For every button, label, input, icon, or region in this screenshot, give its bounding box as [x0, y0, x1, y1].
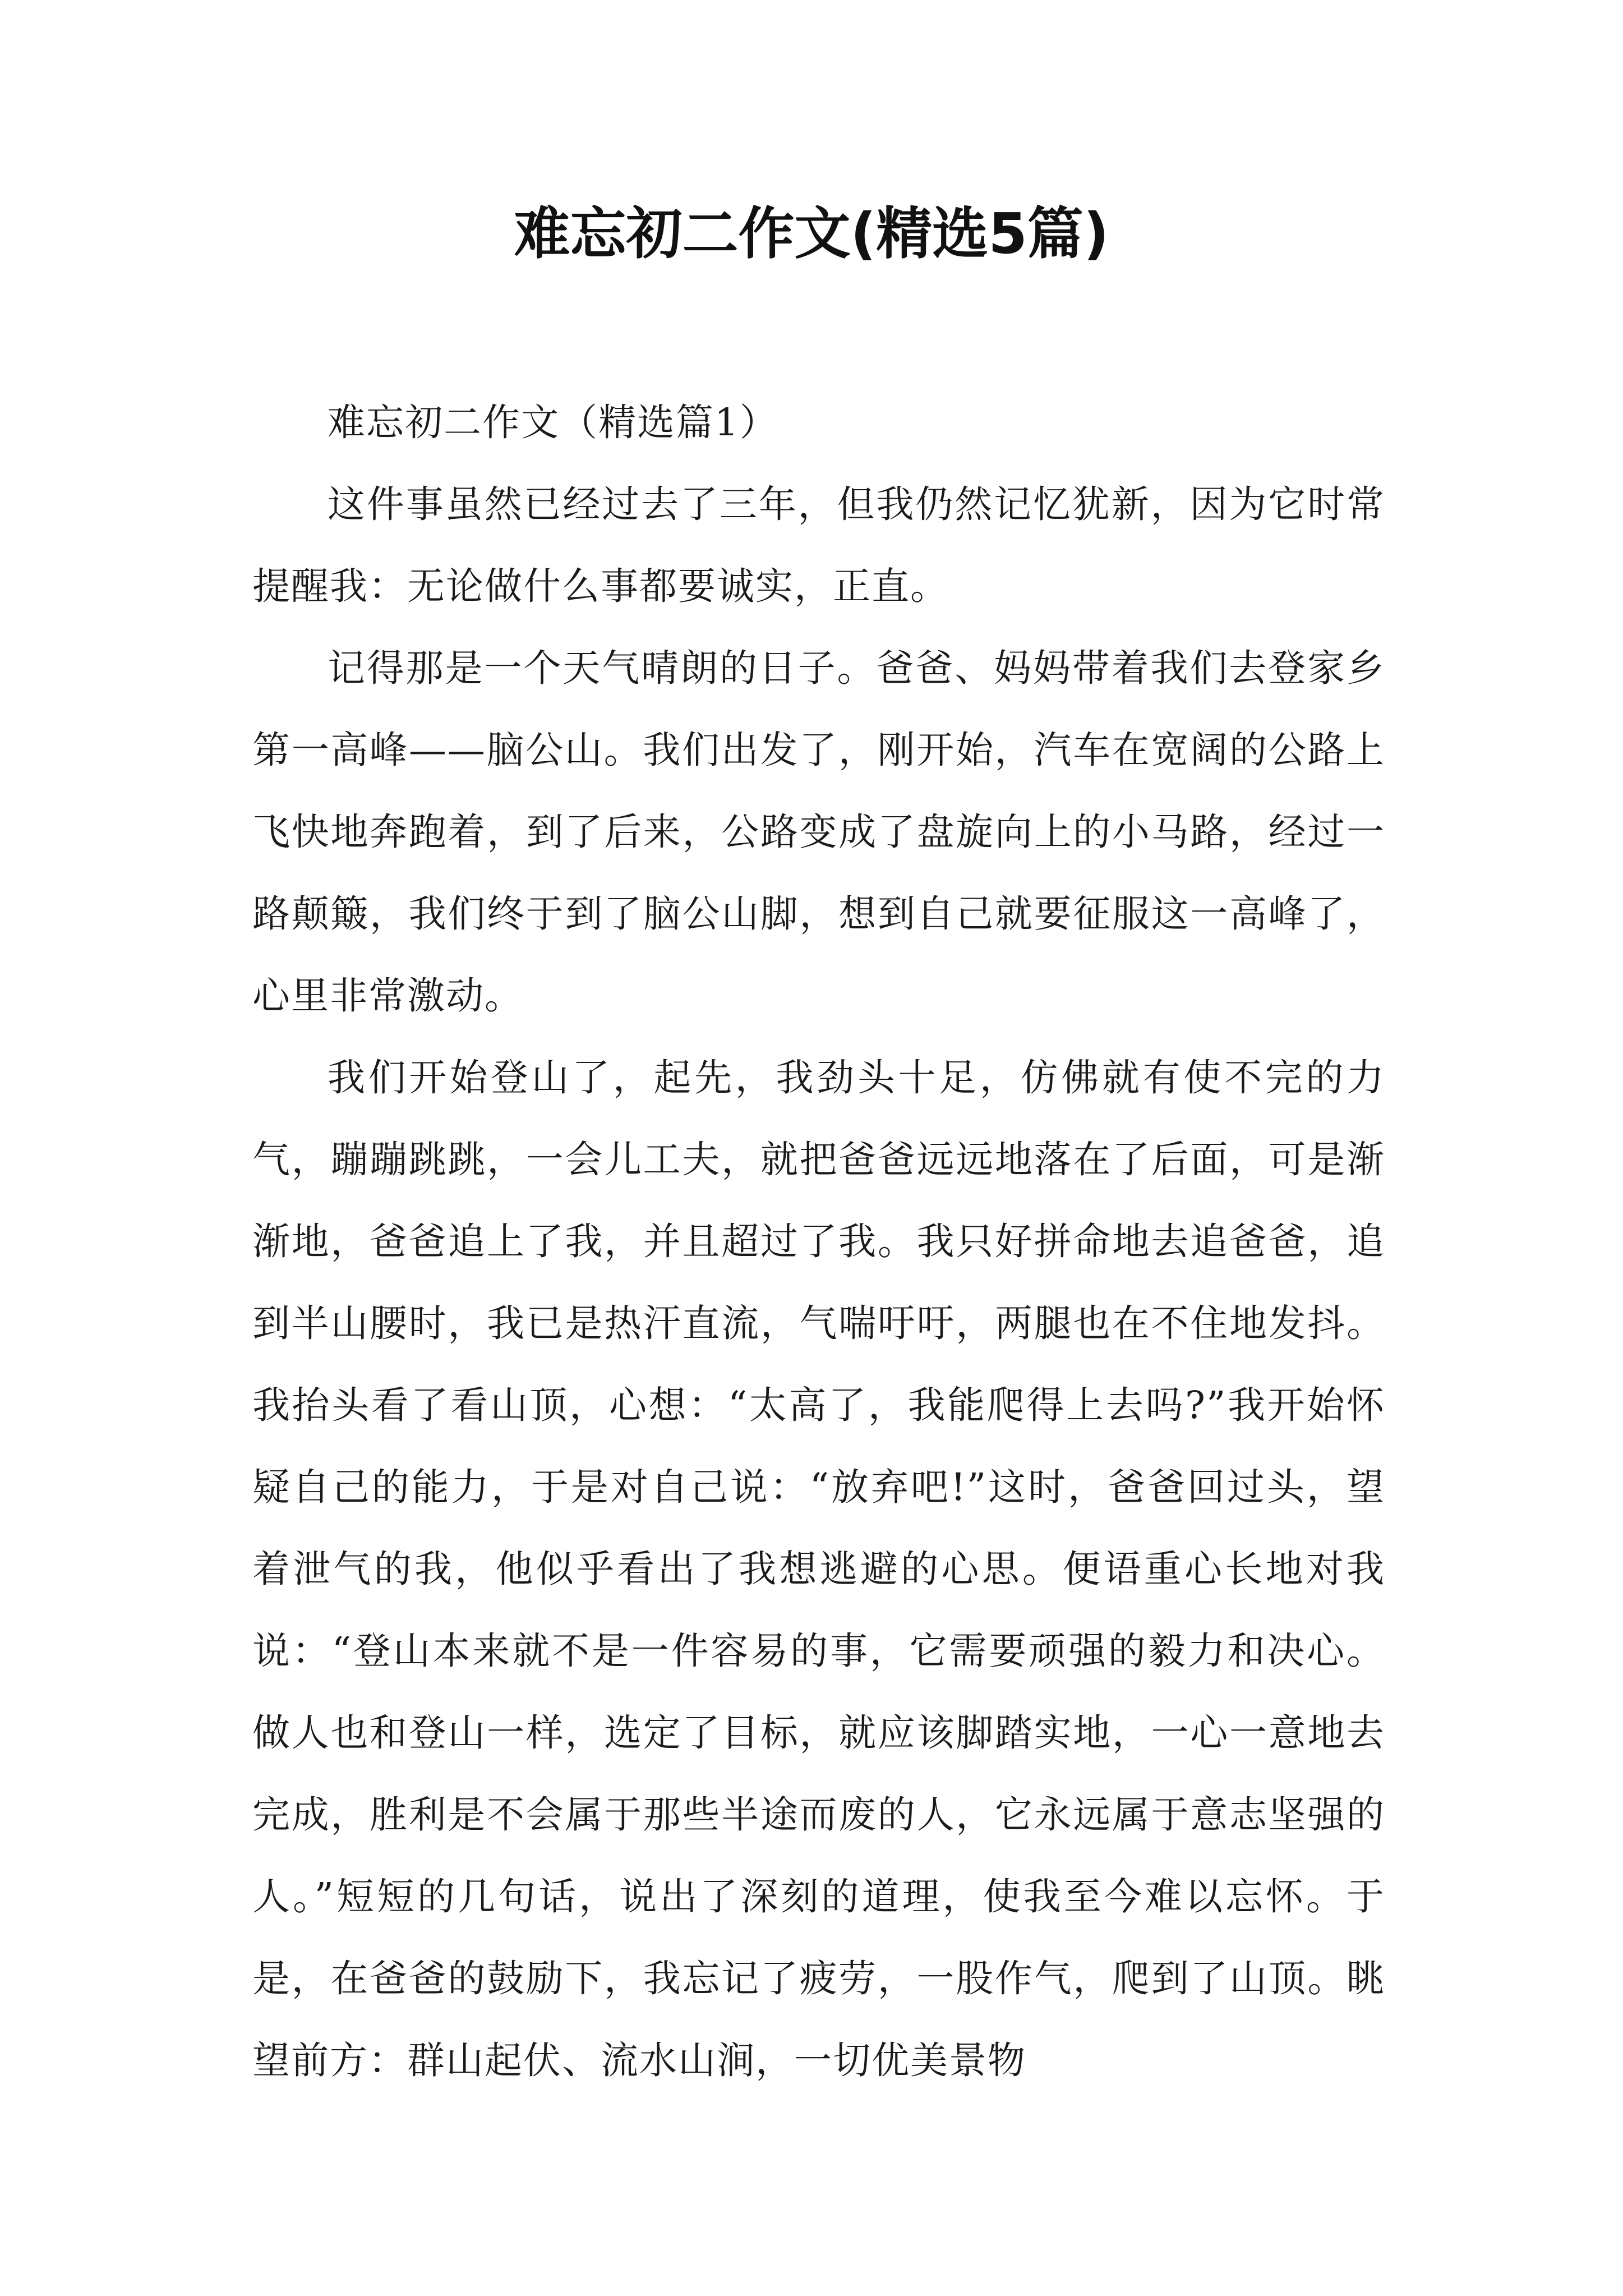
document-title: 难忘初二作文(精选5篇) — [514, 201, 1109, 266]
paragraph: 这件事虽然已经过去了三年，但我仍然记忆犹新，因为它时常提醒我：无论做什么事都要诚实，正直。 — [252, 482, 1385, 608]
section-heading: 难忘初二作文（精选篇1） — [328, 401, 778, 444]
document-body — [252, 381, 1385, 2101]
paragraph: 我们开始登山了，起先，我劲头十足，仿佛就有使不完的力气，蹦蹦跳跳，一会儿工夫，就把爸爸远远地落在了后面，可是渐渐地，爸爸追上了我，并且超过了我。我只好拼命地去追爸爸，追到半山腰时，我已是热汗直流，气喘吁吁，两腿也在不住地发抖。我抬头看了看山顶，心想：“太高了，我能爬得上去吗?”我开始怀疑自己的能力，于是对自己说：“放弃吧!”这时，爸爸回过头，望着泄气的我，他似乎看出了我想逃避的心思。便语重心长地对我说：“登山本来就不是一件容易的事，它需要顽强的毅力和决心。做人也和登山一样，选定了目标，就应该脚踏实地，一心一意地去完成，胜利是不会属于那些半途而废的人，它永远属于意志坚强的人。”短短的几句话，说出了深刻的道理，使我至今难以忘怀。于是，在爸爸的鼓励下，我忘记了疲劳，一股作气，爬到了山顶。眺望前方：群山起伏、流水山涧，一切优美景物 — [252, 1056, 1385, 2082]
paragraph: 记得那是一个天气晴朗的日子。爸爸、妈妈带着我们去登家乡第一高峰——脑公山。我们出发了，刚开始，汽车在宽阔的公路上飞快地奔跑着，到了后来，公路变成了盘旋向上的小马路，经过一路颠簸，我们终于到了脑公山脚，想到自己就要征服这一高峰了，心里非常激动。 — [252, 646, 1385, 1018]
